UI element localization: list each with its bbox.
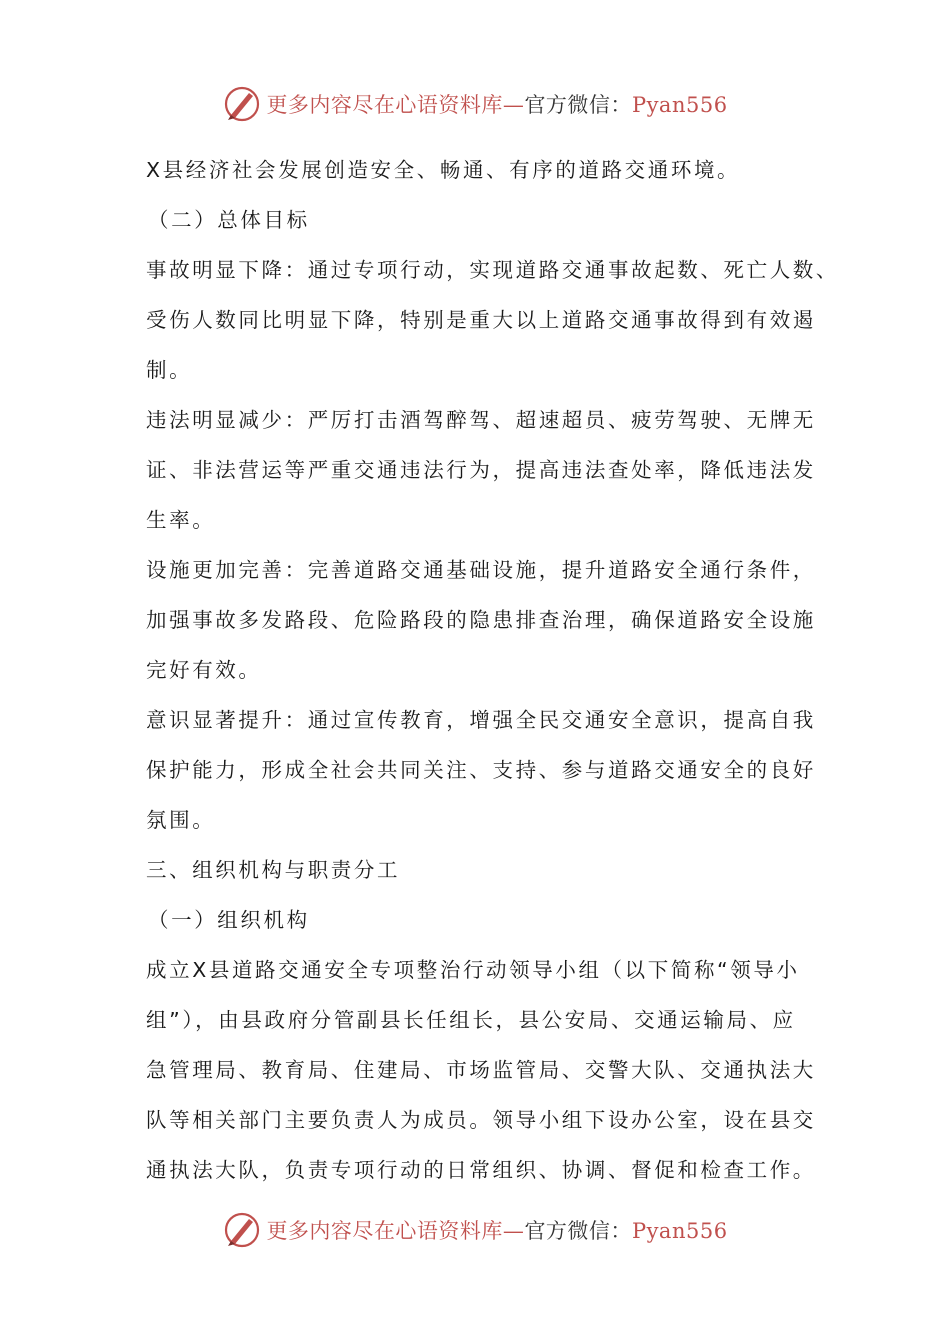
footer-watermark-banner [0, 1208, 950, 1252]
pen-logo-icon [222, 84, 262, 124]
body-line: X县经济社会发展创造安全、畅通、有序的道路交通环境。 [146, 158, 741, 182]
body-line: 氛围。 [146, 808, 216, 832]
pen-logo-icon [222, 1210, 262, 1250]
body-line: 通执法大队，负责专项行动的日常组织、协调、督促和检查工作。 [146, 1158, 816, 1182]
section-heading: 三、组织机构与职责分工 [146, 858, 401, 882]
section-heading: （一）组织机构 [148, 908, 310, 932]
watermark-text [266, 1215, 727, 1245]
watermark-slogan: 更多内容尽在心语资料库— [266, 93, 525, 117]
header-watermark-banner [0, 82, 950, 126]
document-body [146, 145, 839, 1195]
body-line: 保护能力，形成全社会共同关注、支持、参与道路交通安全的良好 [146, 758, 816, 782]
watermark-wechat-label: 官方微信： [524, 93, 632, 117]
body-line: 队等相关部门主要负责人为成员。领导小组下设办公室，设在县交 [146, 1108, 816, 1132]
body-line: 违法明显减少：严厉打击酒驾醉驾、超速超员、疲劳驾驶、无牌无 [146, 408, 816, 432]
body-line: 受伤人数同比明显下降，特别是重大以上道路交通事故得到有效遏 [146, 308, 816, 332]
body-line: 组”），由县政府分管副县长任组长，县公安局、交通运输局、应 [146, 1008, 796, 1032]
watermark-text [266, 89, 727, 119]
watermark-wechat-label: 官方微信： [524, 1219, 632, 1243]
body-line: 生率。 [146, 508, 216, 532]
body-line: 设施更加完善：完善道路交通基础设施，提升道路安全通行条件， [146, 558, 816, 582]
body-line: 制。 [146, 358, 193, 382]
body-line: 成立X县道路交通安全专项整治行动领导小组（以下简称“领导小 [146, 958, 800, 982]
body-line: 意识显著提升：通过宣传教育，增强全民交通安全意识，提高自我 [146, 708, 816, 732]
watermark-slogan: 更多内容尽在心语资料库— [266, 1219, 525, 1243]
body-line: 急管理局、教育局、住建局、市场监管局、交警大队、交通执法大 [146, 1058, 816, 1082]
body-line: 证、非法营运等严重交通违法行为，提高违法查处率，降低违法发 [146, 458, 816, 482]
watermark-wechat-id: Pyan556 [631, 1219, 728, 1243]
section-heading: （二）总体目标 [148, 208, 310, 232]
body-line: 事故明显下降：通过专项行动，实现道路交通事故起数、死亡人数、 [146, 258, 839, 282]
body-line: 加强事故多发路段、危险路段的隐患排查治理，确保道路安全设施 [146, 608, 816, 632]
body-line: 完好有效。 [146, 658, 262, 682]
watermark-wechat-id: Pyan556 [631, 93, 728, 117]
